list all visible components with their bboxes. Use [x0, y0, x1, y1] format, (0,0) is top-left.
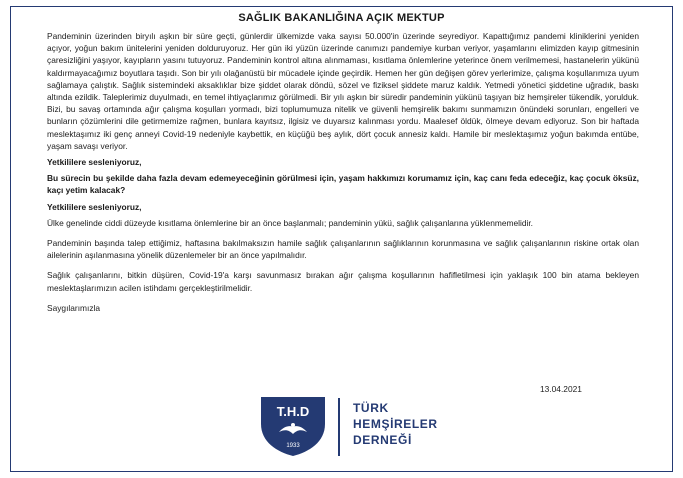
letter-date: 13.04.2021	[540, 384, 582, 394]
thd-shield-logo	[257, 394, 329, 458]
paragraph-pregnant-workers: Pandeminin başında talep ettiğimiz, haftasına bakılmaksızın hamile sağlık çalışanlarının sağlıklarının korunmasına ve sağlık çalışanlarının riskine ortak olan ailelerinin aşılanmasına yönelik düzenlemeler bir an önce yapılmalıdır.	[47, 238, 639, 261]
closing-text: Saygılarımızla	[47, 302, 101, 313]
organization-name	[353, 400, 438, 448]
paragraph-intro: Pandeminin üzerinden biryılı aşkın bir süre geçti, günlerdir ülkemizde vaka sayısı 50.000'in üzerinde seyrediyor. Kapattığımız pandemi kliniklerini yeniden açıyor, yoğun bakım ünitelerini yeniden dolduruyoruz. Her gün iki yüzün üzerinde canımızı pandemiye kurban veriyor, yaşamlarını elimizden kayıp gitmesinin çaresizliğini yaşıyor, kayıpların yasını tutuyoruz. Pandeminin kontrol altına alınmaması, kısıtlama önlemlerine yeterince önem verilmemesi, hastanelerin yükünü kaldırmayacağımız boyutlara taşıdı. Son bir yılı olağanüstü bir mücadele içinde geçirdik. Hemen her gün değişen görev yerlerimize, çalışma koşullarımıza uyum sağlamaya çalıştık. Sağlık sistemindeki aksaklıklar bize şiddet olarak döndü, sözel ve fiziksel şiddete maruz kaldık. Yetmedi yönetici şiddetine uğradık, baskı altında ezildik. Taleplerimiz duyulmadı, en temel ihtiyaçlarımız görülmedi. Bir yılı aşkın bir süredir pandeminin yükünü taşıyan biz hemşireler tükendik, yorulduk. Bizi, bu savaş ortamında ağır çalışma koşulları yormadı, bizi toplumumuza nitelik ve güvenli hemşirelik bakımı sunmamızın önündeki sorunları, engelleri ve bunların çözümlerini dile getirmemize rağmen, bunlara kayıtsız, ilgisiz ve duyarsız kalınması yordu. Maalesef öldük, ölmeye devam ediyoruz. Son bir haftada meslektaşımız iki genç anneyi Covid-19 nedeniyle kaybettik, en küçüğü beş aylık, dört çocuk annesiz kaldı. Hamile bir meslektaşımız yoğun bakımda entübe, yaşam savaşı veriyor.	[47, 31, 639, 151]
bold-question: Bu sürecin bu şekilde daha fazla devam edemeyeceğinin görülmesi için, yaşam hakkımızı korumamız için, kaç canı feda edeceğiz, kaç çocuk öksüz, kaçı yetim kalacak?	[47, 173, 639, 196]
heading-address-1: Yetkililere sesleniyoruz,	[47, 157, 142, 168]
logo-divider	[338, 398, 340, 456]
letter-title: SAĞLIK BAKANLIĞINA AÇIK MEKTUP	[238, 12, 445, 24]
org-name-line-2: HEMŞİRELER	[353, 417, 438, 431]
org-name-line-1: TÜRK	[353, 401, 389, 415]
paragraph-restrictions: Ülke genelinde ciddi düzeyde kısıtlama önlemlerine bir an önce başlanmalı; pandeminin yükü, sağlık çalışanlarına yüklenmemelidir.	[47, 217, 534, 228]
logo-year: 1933	[286, 443, 300, 449]
letter-body	[47, 30, 639, 318]
paragraph-employment: Sağlık çalışanlarını, bitkin düşüren, Covid-19'a karşı savunmasız bırakan ağır çalışma koşullarının hafifletilmesi için yaklaşık 100 bin atama bekleyen meslektaşlarımızın acilen istihdamı gerçekleştirilmelidir.	[47, 270, 639, 293]
heading-address-2: Yetkililere sesleniyoruz,	[47, 201, 142, 212]
logo-initials: T.H.D	[276, 404, 310, 419]
org-name-line-3: DERNEĞİ	[353, 433, 412, 447]
